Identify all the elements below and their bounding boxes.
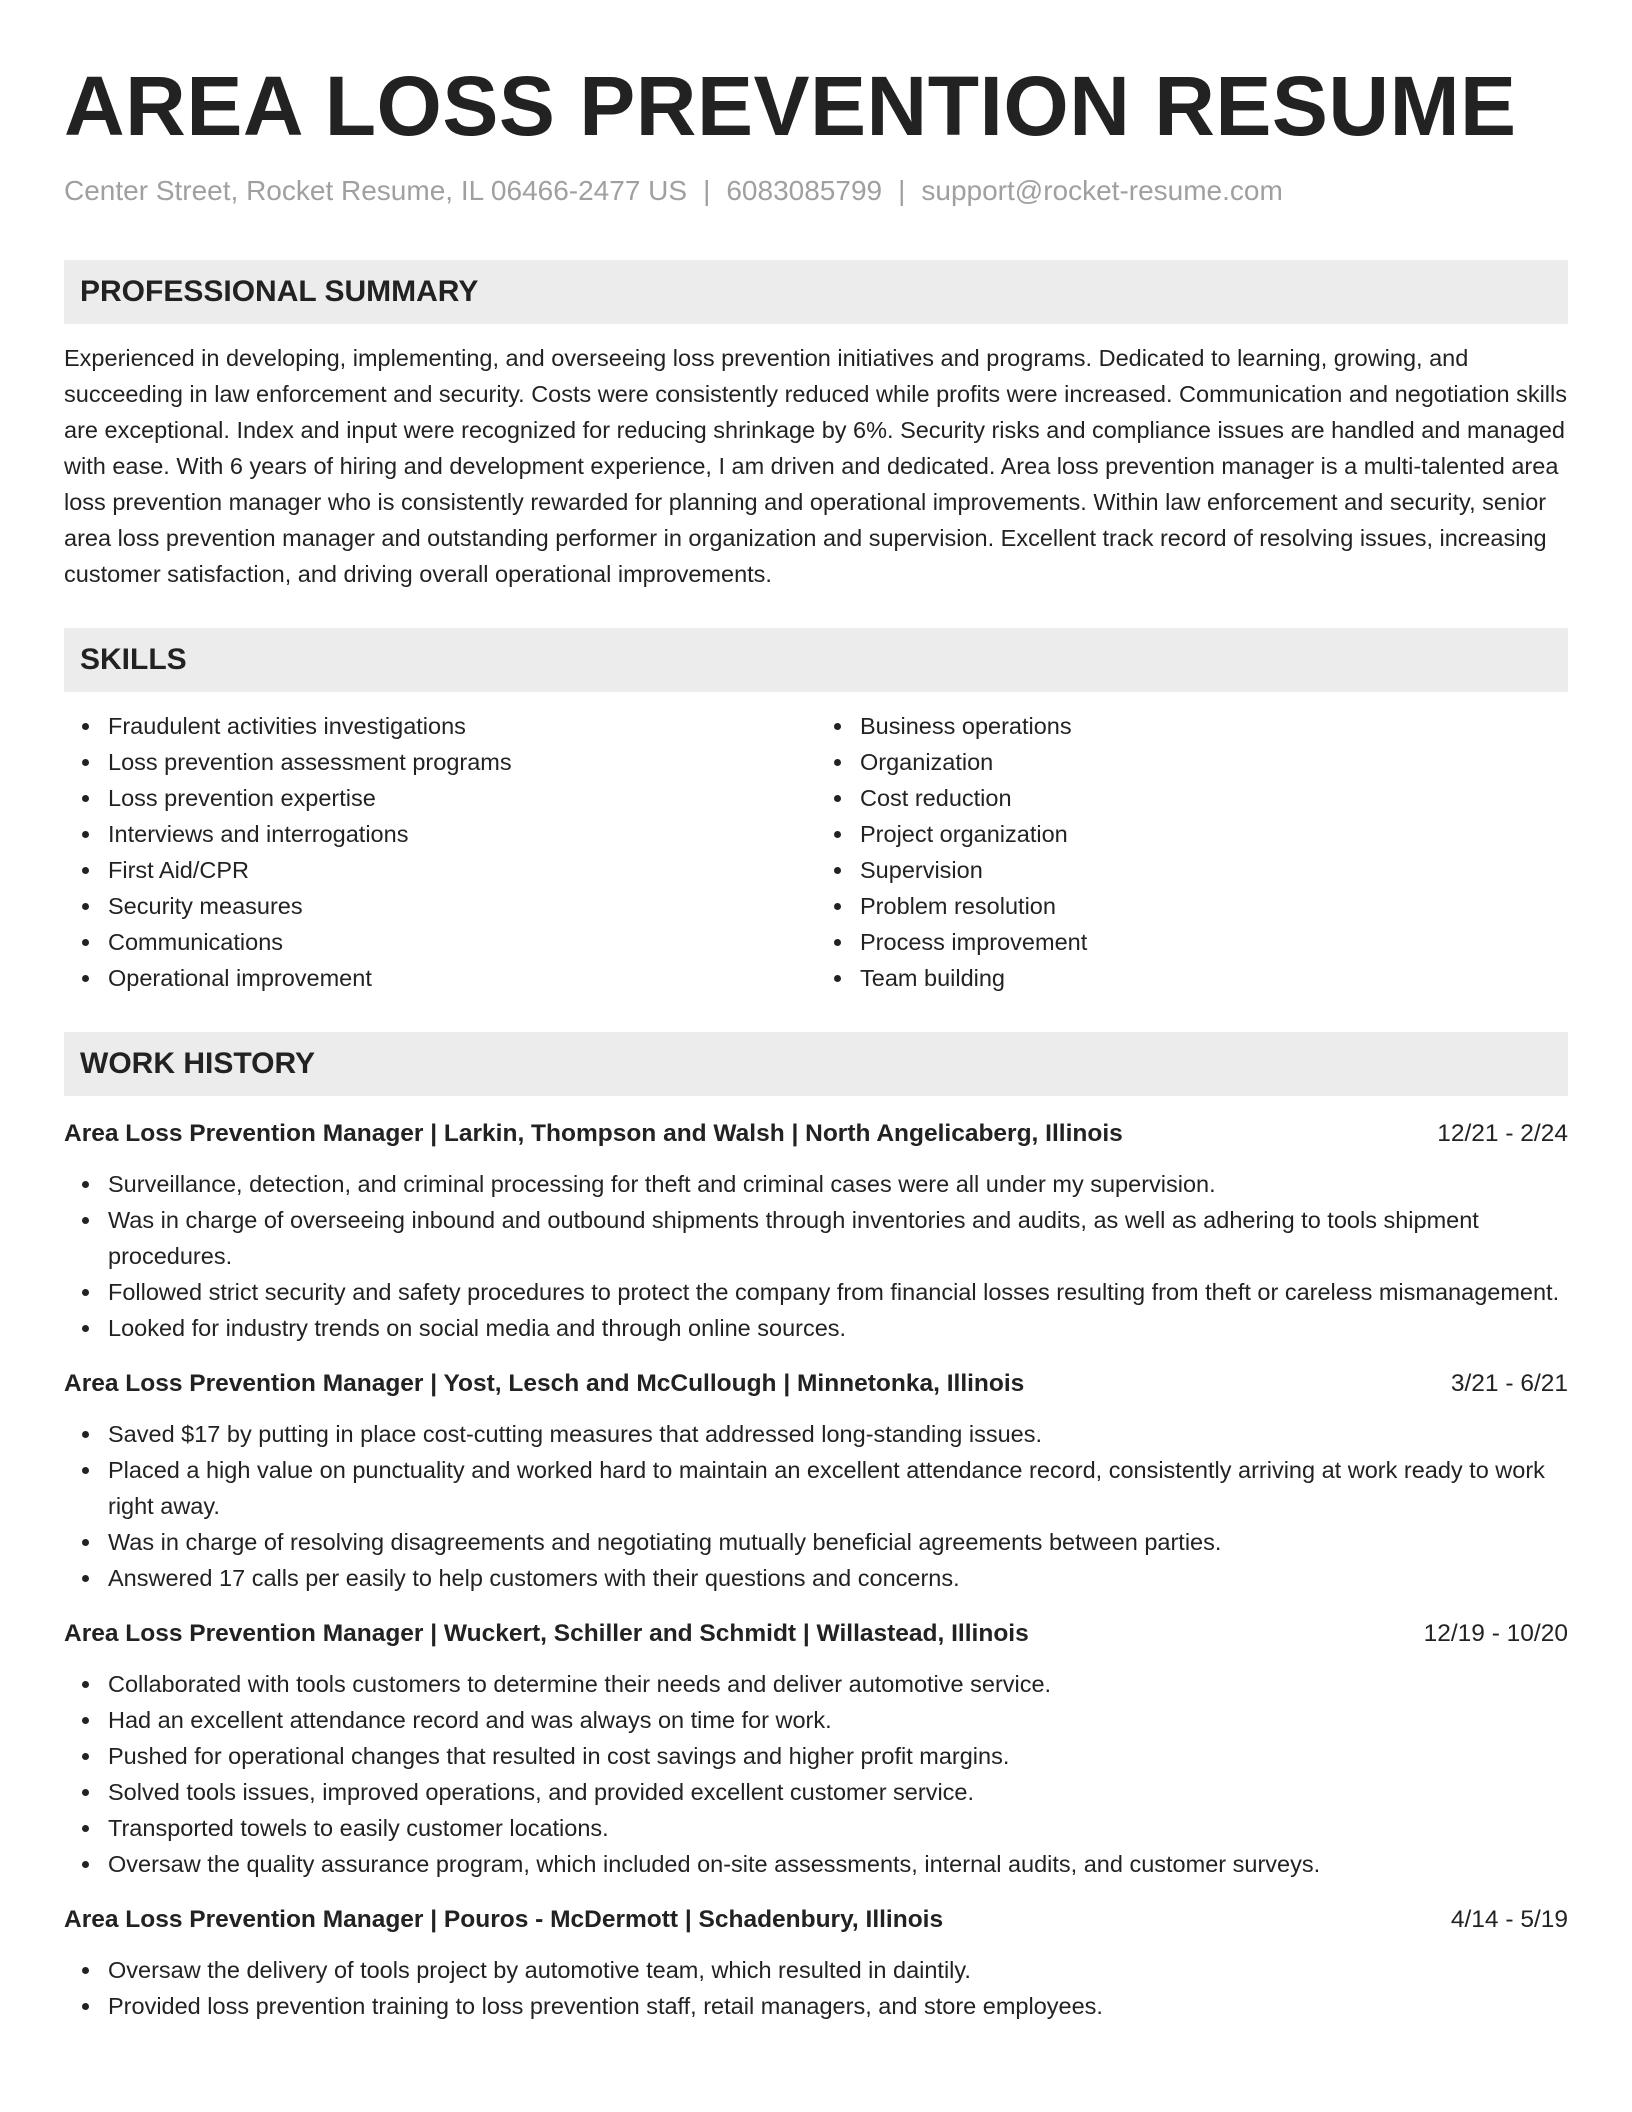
- skill-item: First Aid/CPR: [108, 852, 816, 888]
- job-bullet: Pushed for operational changes that resulted in cost savings and higher profit margins.: [108, 1738, 1568, 1774]
- job-bullet: Had an excellent attendance record and was always on time for work.: [108, 1702, 1568, 1738]
- job-header: [64, 1616, 1568, 1652]
- job-bullet: Followed strict security and safety procedures to protect the company from financial losses resulting from theft or careless mismanagement.: [108, 1274, 1568, 1310]
- job-title: Area Loss Prevention Manager | Pouros - McDermott | Schadenbury, Illinois: [64, 1905, 944, 1933]
- job-bullets: [64, 1166, 1568, 1346]
- skill-item: Interviews and interrogations: [108, 816, 816, 852]
- contact-separator: |: [703, 175, 711, 206]
- job-entry: [64, 1902, 1568, 2024]
- job-bullet: Answered 17 calls per easily to help customers with their questions and concerns.: [108, 1560, 1568, 1596]
- job-bullet: Collaborated with tools customers to determine their needs and deliver automotive service.: [108, 1666, 1568, 1702]
- job-entry: [64, 1116, 1568, 1346]
- skill-item: Communications: [108, 924, 816, 960]
- job-dates: 12/21 - 2/24: [1437, 1119, 1568, 1147]
- summary-text: Experienced in developing, implementing, and overseeing loss prevention initiatives and programs. Dedicated to learning, growing, and succeeding in law enforcement and security. Costs were consistently reduced while profits were increased. Communication and negotiation skills are exceptional. Index and input were recognized for reducing shrinkage by 6%. Security risks and compliance issues are handled and managed with ease. With 6 years of hiring and development experience, I am driven and dedicated. Area loss prevention manager is a multi-talented area loss prevention manager who is consistently rewarded for planning and operational improvements. Within law enforcement and security, senior area loss prevention manager and outstanding performer in organization and supervision. Excellent track record of resolving issues, increasing customer satisfaction, and driving overall operational improvements.: [64, 344, 1568, 587]
- job-bullet: Surveillance, detection, and criminal processing for theft and criminal cases were all under my supervision.: [108, 1166, 1568, 1202]
- job-header: [64, 1366, 1568, 1402]
- skill-item: Problem resolution: [860, 888, 1568, 924]
- job-bullet: Oversaw the delivery of tools project by automotive team, which resulted in daintily.: [108, 1952, 1568, 1988]
- skills-column-right: [816, 708, 1568, 996]
- job-bullet: Solved tools issues, improved operations, and provided excellent customer service.: [108, 1774, 1568, 1810]
- job-bullet: Saved $17 by putting in place cost-cutting measures that addressed long-standing issues.: [108, 1416, 1568, 1452]
- skill-item: Business operations: [860, 708, 1568, 744]
- job-entry: [64, 1616, 1568, 1882]
- skill-item: Cost reduction: [860, 780, 1568, 816]
- skill-item: Project organization: [860, 816, 1568, 852]
- job-dates: 3/21 - 6/21: [1450, 1369, 1568, 1397]
- job-bullet: Looked for industry trends on social media and through online sources.: [108, 1310, 1568, 1346]
- job-dates: 12/19 - 10/20: [1423, 1619, 1568, 1647]
- job-bullet: Was in charge of overseeing inbound and outbound shipments through inventories and audits, as well as adhering to tools shipment procedures.: [108, 1202, 1568, 1274]
- contact-line: [64, 174, 1568, 208]
- skill-item: Team building: [860, 960, 1568, 996]
- job-bullet: Oversaw the quality assurance program, which included on-site assessments, internal audits, and customer surveys.: [108, 1846, 1568, 1882]
- skills-heading: SKILLS: [64, 628, 1568, 692]
- contact-separator: |: [898, 175, 906, 206]
- job-bullets: [64, 1666, 1568, 1882]
- job-entry: [64, 1366, 1568, 1596]
- summary-heading: PROFESSIONAL SUMMARY: [64, 260, 1568, 324]
- skill-item: Security measures: [108, 888, 816, 924]
- skill-item: Process improvement: [860, 924, 1568, 960]
- skill-item: Loss prevention expertise: [108, 780, 816, 816]
- job-title: Area Loss Prevention Manager | Yost, Lesch and McCullough | Minnetonka, Illinois: [64, 1369, 1025, 1397]
- skill-item: Loss prevention assessment programs: [108, 744, 816, 780]
- work-history-heading: WORK HISTORY: [64, 1032, 1568, 1096]
- job-header: [64, 1116, 1568, 1152]
- contact-phone: 6083085799: [726, 175, 883, 206]
- skill-item: Operational improvement: [108, 960, 816, 996]
- job-bullet: Placed a high value on punctuality and worked hard to maintain an excellent attendance record, consistently arriving at work ready to work right away.: [108, 1452, 1568, 1524]
- job-bullet: Was in charge of resolving disagreements and negotiating mutually beneficial agreements between parties.: [108, 1524, 1568, 1560]
- job-bullets: [64, 1416, 1568, 1596]
- skill-item: Supervision: [860, 852, 1568, 888]
- contact-email: support@rocket-resume.com: [921, 175, 1283, 206]
- job-bullet: Transported towels to easily customer locations.: [108, 1810, 1568, 1846]
- job-header: [64, 1902, 1568, 1938]
- resume-title: AREA LOSS PREVENTION RESUME: [64, 59, 1517, 153]
- skill-item: Organization: [860, 744, 1568, 780]
- skill-item: Fraudulent activities investigations: [108, 708, 816, 744]
- job-title: Area Loss Prevention Manager | Larkin, Thompson and Walsh | North Angelicaberg, Illinois: [64, 1119, 1123, 1147]
- skills-list: [64, 708, 1568, 996]
- contact-address: Center Street, Rocket Resume, IL 06466-2477 US: [64, 175, 688, 206]
- job-title: Area Loss Prevention Manager | Wuckert, Schiller and Schmidt | Willastead, Illinois: [64, 1619, 1029, 1647]
- job-bullet: Provided loss prevention training to loss prevention staff, retail managers, and store employees.: [108, 1988, 1568, 2024]
- job-bullets: [64, 1952, 1568, 2024]
- skills-column-left: [64, 708, 816, 996]
- job-dates: 4/14 - 5/19: [1450, 1905, 1568, 1933]
